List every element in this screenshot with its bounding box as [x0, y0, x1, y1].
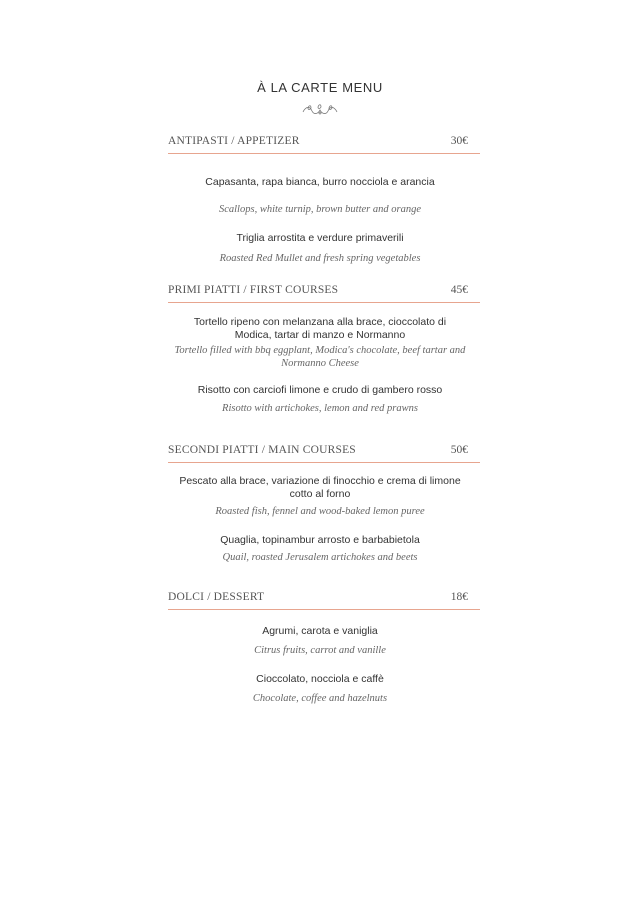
section-title: ANTIPASTI / APPETIZER — [168, 135, 300, 147]
section-price: 18€ — [450, 591, 468, 603]
section-primi — [168, 284, 480, 303]
dish-italian: Tortello ripeno con melanzana alla brace, cioccolato di Modica, tartar di manzo e Normanno — [193, 316, 447, 341]
section-header — [168, 444, 480, 463]
section-header — [168, 135, 480, 154]
section-price: 50€ — [450, 444, 468, 456]
dish-english: Roasted Red Mullet and fresh spring vegetables — [219, 253, 421, 264]
dish-english: Citrus fruits, carrot and vanille — [254, 645, 386, 656]
dish-english: Scallops, white turnip, brown butter and orange — [218, 204, 422, 215]
dish-italian: Agrumi, carota e vaniglia — [262, 625, 378, 637]
section-secondi — [168, 444, 480, 463]
dish-italian: Cioccolato, nocciola e caffè — [256, 673, 384, 685]
section-header — [168, 591, 480, 610]
dish-italian: Risotto con carciofi limone e crudo di gambero rosso — [197, 384, 443, 396]
dish-english: Risotto with artichokes, lemon and red prawns — [222, 403, 418, 414]
section-title: DOLCI / DESSERT — [168, 591, 265, 603]
dish-english: Quail, roasted Jerusalem artichokes and beets — [222, 552, 418, 563]
dish-english: Chocolate, coffee and hazelnuts — [252, 693, 388, 704]
section-dolci — [168, 591, 480, 610]
section-header — [168, 284, 480, 303]
dish-italian: Capasanta, rapa bianca, burro nocciola e arancia — [205, 176, 435, 188]
section-title: SECONDI PIATTI / MAIN COURSES — [168, 444, 356, 456]
section-title: PRIMI PIATTI / FIRST COURSES — [168, 284, 339, 296]
section-price: 30€ — [450, 135, 468, 147]
dish-english: Tortello filled with bbq eggplant, Modica's chocolate, beef tartar and Normanno Cheese — [174, 345, 466, 369]
section-price: 45€ — [450, 284, 468, 296]
floral-ornament-icon — [300, 102, 340, 118]
dish-italian: Pescato alla brace, variazione di finocchio e crema di limone cotto al forno — [179, 475, 461, 500]
dish-english: Roasted fish, fennel and wood-baked lemon puree — [215, 506, 425, 517]
menu-title: À LA CARTE MENU — [257, 80, 383, 95]
dish-italian: Triglia arrostita e verdure primaverili — [236, 232, 404, 244]
dish-italian: Quaglia, topinambur arrosto e barbabietola — [220, 534, 420, 546]
section-antipasti — [168, 135, 480, 154]
